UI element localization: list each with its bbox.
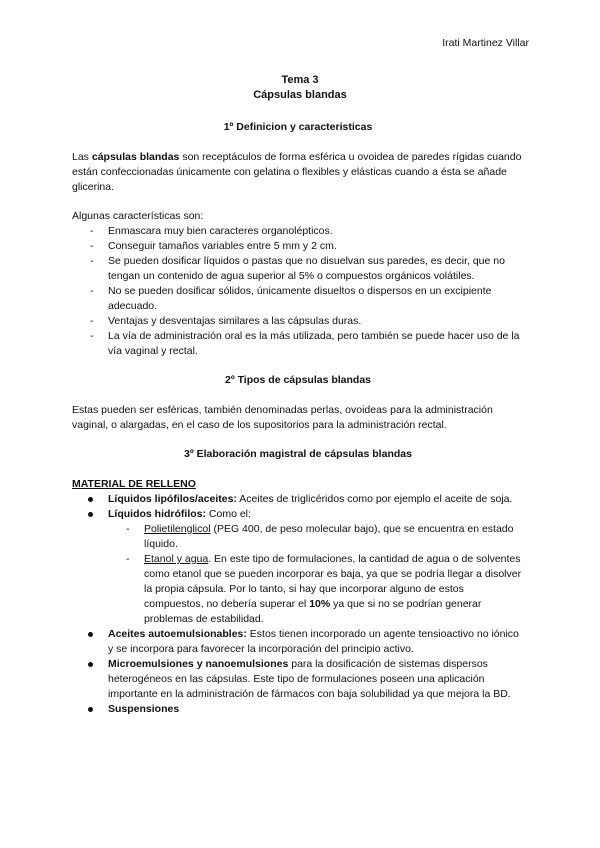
bullet-icon — [88, 707, 93, 712]
dash-marker: - — [90, 240, 94, 252]
list-item — [72, 552, 524, 627]
material-title: MATERIAL DE RELLENO — [72, 478, 196, 490]
hydrophilic-sublist — [108, 522, 524, 627]
intro-text: Las — [72, 151, 92, 163]
sub-text-rest: ya que si no se podrían generar problemas de estabilidad. — [144, 598, 482, 625]
document-body — [72, 120, 524, 717]
section-1-title: 1º Definicion y caracteristicas — [223, 121, 373, 133]
list-item-text: No se pueden dosificar sólidos, únicamente disueltos o dispersos en un excipiente adecuado. — [108, 285, 492, 312]
list-item — [72, 239, 524, 254]
author-name: Irati Martinez Villar — [442, 37, 529, 49]
list-item — [72, 522, 524, 552]
intro-bold-term: cápsulas blandas — [91, 151, 180, 163]
document-title: Tema 3 — [281, 74, 319, 86]
section-2-title: 2º Tipos de cápsulas blandas — [224, 374, 372, 386]
bullet-icon — [88, 632, 93, 637]
dash-marker: - — [126, 553, 130, 565]
bullet-term: Suspensiones — [108, 703, 180, 715]
list-item-text: Ventajas y desventajas similares a las cápsulas duras. — [108, 315, 362, 327]
list-item — [72, 284, 524, 314]
list-item — [72, 657, 524, 702]
bullet-term: Líquidos lipófilos/aceites: — [108, 493, 237, 505]
sub-bold: 10% — [309, 598, 331, 610]
dash-marker: - — [90, 285, 94, 297]
bullet-term: Microemulsiones y nanoemulsiones — [108, 658, 289, 670]
dash-marker: - — [90, 315, 94, 327]
list-item — [72, 224, 524, 239]
dash-marker: - — [90, 330, 94, 342]
material-list — [72, 492, 524, 717]
section-3-title: 3º Elaboración magistral de cápsulas blandas — [184, 448, 412, 460]
sub-term: Etanol y agua — [144, 553, 209, 565]
bullet-text: para la dosificación de sistemas dispersos heterogéneos en las cápsulas. Este tipo de formulaciones poseen una aplicación importante en la administración de fármacos con baja solubilidad ya que mejora la BD. — [108, 658, 511, 700]
bullet-term: Aceites autoemulsionables: — [108, 628, 247, 640]
list-item — [72, 702, 524, 717]
sub-term: Polietilenglicol — [144, 523, 211, 535]
list-item — [72, 254, 524, 284]
list-item-text: Enmascara muy bien caracteres organolépticos. — [108, 225, 333, 237]
list-item-text: La vía de administración oral es la más utilizada, pero también se puede hacer uso de la vía vaginal y rectal. — [108, 330, 520, 357]
list-intro: Algunas características son: — [72, 210, 204, 222]
list-item — [72, 627, 524, 657]
dash-marker: - — [90, 225, 94, 237]
bullet-text: Aceites de triglicéridos como por ejemplo el aceite de soja. — [236, 493, 513, 505]
list-item — [72, 329, 524, 359]
section-1-intro — [72, 150, 524, 195]
bullet-text: Estos tienen incorporado un agente tensioactivo no iónico y se incorpora para favorecer la incorporación del principio activo. — [108, 628, 519, 655]
intro-text-rest: son receptáculos de forma esférica u ovoidea de paredes rígidas cuando están confeccionadas únicamente con gelatina o flexibles y elásticas cuando a ésta se añade glicerina. — [72, 151, 522, 193]
list-item — [72, 314, 524, 329]
list-item — [72, 492, 524, 507]
bullet-icon — [88, 662, 93, 667]
list-item — [72, 507, 524, 627]
bullet-text: Como el: — [206, 508, 251, 520]
bullet-icon — [88, 512, 93, 517]
bullet-icon — [88, 497, 93, 502]
list-item-text: Se pueden dosificar líquidos o pastas que no disuelvan sus paredes, es decir, que no tengan un contenido de agua superior al 5% o compuestos orgánicos volátiles. — [108, 255, 505, 282]
section-2-text: Estas pueden ser esféricas, también denominadas perlas, ovoideas para la administración vaginal, o alargadas, en el caso de los supositorios para la administración rectal. — [72, 404, 493, 431]
sub-text: . En este tipo de formulaciones, la cantidad de agua o de solventes como etanol que se pueden incorporar es baja, ya que se podría llegar a disolver la propia cápsula. Por lo tanto, si hay que incorporar alguno de estos compuestos, no debería superar el — [144, 553, 522, 610]
dash-marker: - — [126, 523, 130, 535]
sub-text: (PEG 400, de peso molecular bajo), que se encuentra en estado líquido. — [144, 523, 514, 550]
dash-marker: - — [90, 255, 94, 267]
list-item-text: Conseguir tamaños variables entre 5 mm y 2 cm. — [108, 240, 337, 252]
bullet-term: Líquidos hidrófilos: — [108, 508, 206, 520]
document-subtitle: Cápsulas blandas — [253, 89, 347, 101]
characteristics-list — [72, 224, 524, 359]
